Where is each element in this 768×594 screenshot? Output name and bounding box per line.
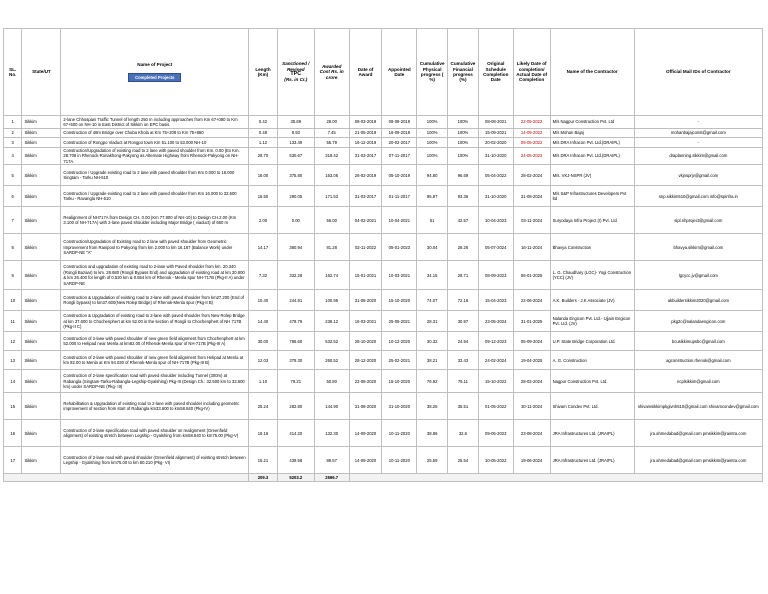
row-sl: 14 [4, 370, 22, 393]
row-project: Construction / Upgrade existing road to 2 lane with paved shoulder from Km 0.000 to 16.000 Singtam - Tarku NH-510 [61, 165, 249, 186]
row-award-date: 14-09-2020 [349, 420, 382, 447]
row-likely-date: 22-06-2024 [513, 290, 550, 311]
row-award-date: 31-08-2020 [349, 290, 382, 311]
row-original-date: 15-10-2022 [478, 370, 513, 393]
total-awarded: 2596.7 [314, 474, 349, 482]
row-appointed-date: 25-02-2021 [382, 351, 417, 370]
table-row [4, 351, 763, 370]
row-tpc: 0.00 [277, 207, 314, 234]
header-project [61, 29, 249, 116]
row-awarded: 7.45 [314, 129, 349, 138]
row-email: - [634, 138, 762, 148]
row-project: Rehabilitation & Upgradation of existing road to 2-lane with paved shoulder including geometric improvement of section from start of Rabangla km33.600 to km58.840 (Pkg-IV) [61, 393, 249, 420]
row-likely-date: 06-01-2025 [513, 261, 550, 290]
row-awarded: 163.06 [314, 165, 349, 186]
row-tpc: 290.05 [277, 186, 314, 207]
row-likely-date: 23-08-2024 [513, 420, 550, 447]
header-financial: Cumulative Financial progress (%) [448, 29, 479, 116]
row-tpc: 530.67 [277, 148, 314, 165]
row-physical: 30.04 [417, 234, 448, 261]
row-tpc: 439.58 [277, 447, 314, 474]
row-email: ncplsikkim@gmail.com [634, 370, 762, 393]
header-awarded: Awarded Cost Rs. in crore [314, 29, 349, 116]
totals-spacer [4, 474, 249, 482]
row-length: 10.40 [249, 290, 278, 311]
row-original-date: 09-12-2023 [478, 332, 513, 351]
row-financial: 100% [448, 129, 479, 138]
row-likely-date: 16-11-2024 [513, 234, 550, 261]
row-sl: 2 [4, 129, 22, 138]
header-award-date: Date of Award [349, 29, 382, 116]
row-financial: 100% [448, 138, 479, 148]
row-tpc: 133.49 [277, 138, 314, 148]
row-award-date: 28-12-2020 [349, 351, 382, 370]
row-financial: 32.6 [448, 420, 479, 447]
row-length: 7.32 [249, 261, 278, 290]
row-contractor: Suryodaya Infra Project (I) Pvt. Ltd [550, 207, 634, 234]
row-awarded: 81.28 [314, 234, 349, 261]
row-physical: 30.32 [417, 332, 448, 351]
row-project: Construction of 48m Bridge over Chuba Khola at Km 75+208 to Km 75+860 [61, 129, 249, 138]
row-physical: 38.21 [417, 351, 448, 370]
row-tpc: 8.93 [277, 129, 314, 138]
row-contractor: L. G. Chaudhary (LGC)- Yogi Construction (YCC) (JV) [550, 261, 634, 290]
row-awarded: 50.80 [314, 370, 349, 393]
row-tpc: 478.79 [277, 311, 314, 332]
row-project: Construction of 2-lane with paved shoulder of new green field alignment from Chochenphert at km 52.000 to Helipad near Menla at km82.00 of Rhenok-Menla spur of NH-717B (Pkg-III A) [61, 332, 249, 351]
table-row [4, 116, 763, 129]
header-original: Original Schedule Completion Date [478, 29, 513, 116]
row-project: 2-lane Chhospani Traffic Tunnel of length 250 m including approaches from Km 67+080 to Km 67+500 on NH-10 in East District of Sikkim on EPC basis. [61, 116, 249, 129]
row-appointed-date: 01-11-2017 [382, 186, 417, 207]
row-sl: 17 [4, 447, 22, 474]
row-award-date: 31-08-2020 [349, 393, 382, 420]
row-awarded: 236.12 [314, 311, 349, 332]
row-email: jra.ahmedabad@gmail.com pmsikkim@jraintra.com [634, 420, 762, 447]
header-email: Official Mail IDs of Contractor [634, 29, 762, 116]
row-original-date: 08-08-2021 [478, 116, 513, 129]
row-state: Sikkim [22, 148, 61, 165]
row-sl: 7 [4, 207, 22, 234]
row-financial: 42.57 [448, 207, 479, 234]
row-length: 28.70 [249, 148, 278, 165]
row-physical: 51 [417, 207, 448, 234]
row-length: 16.00 [249, 165, 278, 186]
row-tpc: 379.30 [277, 351, 314, 370]
row-financial: 93.36 [448, 186, 479, 207]
row-financial: 100% [448, 148, 479, 165]
row-contractor: Nagpur Construction Pvt. Ltd. [550, 370, 634, 393]
row-awarded: 56.00 [314, 207, 349, 234]
row-state: Sikkim [22, 129, 61, 138]
row-awarded: 144.90 [314, 393, 349, 420]
row-length: 16.50 [249, 186, 278, 207]
row-contractor: M/s S&P Infrastructures Developers Pvt ltd [550, 186, 634, 207]
row-likely-date: 31-01-2025 [513, 311, 550, 332]
row-sl: 13 [4, 351, 22, 370]
header-project-label: Name of Project [137, 61, 173, 67]
row-tpc: 244.91 [277, 290, 314, 311]
row-contractor: M/s Nagpur Construction Pvt. Ltd [550, 116, 634, 129]
row-financial: 35.51 [448, 393, 479, 420]
row-likely-date: 30-11-2024 [513, 393, 550, 420]
row-email: shivamsikkimpkgivnh510@gmail.com shivamcondev@gmail.com [634, 393, 762, 420]
header-row [4, 29, 763, 116]
row-award-date: 08-03-2019 [349, 116, 382, 129]
row-contractor: M/s Mohan Bajaj [550, 129, 634, 138]
projects-table [3, 28, 763, 482]
row-financial: 28.71 [448, 261, 479, 290]
header-contractor: Name of the Contractor [550, 29, 634, 116]
completed-projects-badge: Completed Projects [128, 73, 181, 82]
row-email: mohanbajajconst@gmail.com [634, 129, 762, 138]
row-sl: 15 [4, 393, 22, 420]
row-contractor: JRA Infrastructures Ltd. (JRAIPL) [550, 447, 634, 474]
row-appointed-date: 10-12-2020 [382, 332, 417, 351]
header-state: State/UT [22, 29, 61, 116]
table-body [4, 116, 763, 482]
row-award-date: 14-09-2020 [349, 447, 382, 474]
row-appointed-date: 25-05-2021 [382, 311, 417, 332]
row-original-date: 31-10-2020 [478, 186, 513, 207]
row-sl: 9 [4, 261, 22, 290]
table-row [4, 129, 763, 138]
row-original-date: 23-05-2024 [478, 311, 513, 332]
row-awarded: 532.52 [314, 332, 349, 351]
row-appointed-date: 15-10-2020 [382, 290, 417, 311]
row-length: 16.16 [249, 420, 278, 447]
row-email: bcusikkimupsbc@gmail.com [634, 332, 762, 351]
row-project: Realignment of NH717A from Design CH. 0.00 (Km 77.800 of NH-10) to Design CH.2.00 (Km 3.100 of NH-717A) with 2-lane paved shoulder including Major Bridge ( viaduct) of 660 m [61, 207, 249, 234]
row-length: 30.00 [249, 332, 278, 351]
row-award-date: 26-02-2019 [349, 165, 382, 186]
row-state: Sikkim [22, 138, 61, 148]
row-likely-date: 09-05-2022 [513, 138, 550, 148]
row-awarded: 55.79 [314, 138, 349, 148]
row-tpc: 375.80 [277, 165, 314, 186]
header-sl: SL. No. [4, 29, 22, 116]
table-row [4, 138, 763, 148]
row-original-date: 08-09-2023 [478, 261, 513, 290]
row-sl: 3 [4, 138, 22, 148]
row-appointed-date: 10-03-2021 [382, 261, 417, 290]
row-original-date: 05-04-2022 [478, 165, 513, 186]
row-email: lgcycc.jv@gmail.com [634, 261, 762, 290]
row-project: Construction and upgradation of existing road to 2-lane with Paved shoulder from km. 20.340 (Rongli Bazaar) to km. 28.680 (Rongli Bypass End) and upgradation of existing road at km 20.800 & km 26.400 for length of 0.520 km & 0.554 km of Rhenok - Menla spur NH-717B (Pkg-II A) under SARDP-NE [61, 261, 249, 290]
row-physical: 74.07 [417, 290, 448, 311]
row-contractor: Nalanda Engicon Pvt. Ltd.- Ujjain Engicon Pvt. Ltd. (JV) [550, 311, 634, 332]
table-row [4, 148, 763, 165]
row-likely-date: 22-05-2022 [513, 116, 550, 129]
row-length: 0.48 [249, 129, 278, 138]
row-awarded: 29.00 [314, 116, 349, 129]
row-state: Sikkim [22, 332, 61, 351]
total-length: 209.3 [249, 474, 278, 482]
row-appointed-date: 20-02-2017 [382, 138, 417, 148]
row-tpc: 332.28 [277, 261, 314, 290]
row-awarded: 132.30 [314, 420, 349, 447]
header-tpc-line2: TPC [290, 71, 302, 77]
row-award-date: 28-10-2020 [349, 332, 382, 351]
table-row [4, 290, 763, 311]
row-appointed-date: 08-08-2019 [382, 116, 417, 129]
header-tpc-line3: (Rs. in Cr.) [284, 77, 308, 83]
row-length: 14.17 [249, 234, 278, 261]
row-project: Construction & Upgradation of existing road to 2-lane with paved shoulder from New Rolep Bridge at km 37.600 to Chochenphert at km 52.00 in the section of Rongli to Chochenphert of NH 717B (Pkg-II C) [61, 311, 249, 332]
row-appointed-date: 05-01-2023 [382, 234, 417, 261]
row-project: Construction/Upgradation of existing road to 2 lane with paved shoulder from Km. 0.00 (Ex Km. 28.706 in Rhenock-Ronakhong-Pakyong as Alternate Highway from Rhenock-Pakyong on NH-717A. [61, 148, 249, 165]
row-state: Sikkim [22, 393, 61, 420]
row-contractor: Bhavya Construction [550, 234, 634, 261]
row-appointed-date: 16-09-2019 [382, 129, 417, 138]
row-email: sipl.nhproject@gmail.com [634, 207, 762, 234]
row-state: Sikkim [22, 370, 61, 393]
table-row [4, 186, 763, 207]
row-awarded: 162.74 [314, 261, 349, 290]
row-length: 14.40 [249, 311, 278, 332]
row-appointed-date: 07-11-2017 [382, 148, 417, 165]
row-contractor: U.P. State Bridge Corporation Ltd. [550, 332, 634, 351]
row-physical: 100% [417, 116, 448, 129]
row-physical: 38.86 [417, 420, 448, 447]
row-financial: 33.43 [448, 351, 479, 370]
row-tpc: 414.20 [277, 420, 314, 447]
row-tpc: 35.69 [277, 116, 314, 129]
table-row [4, 393, 763, 420]
row-project: Construction / Upgrade existing road to 2 lane with paved shoulder from Km 16.000 to 32.500 Tarku - Ravangla NH-510 [61, 186, 249, 207]
row-email: draplanning.sikkim@gmail.com [634, 148, 762, 165]
row-original-date: 24-02-2024 [478, 351, 513, 370]
row-contractor: JRA Infrastructures Ltd. (JRAIPL) [550, 420, 634, 447]
row-state: Sikkim [22, 165, 61, 186]
row-original-date: 05-07-2024 [478, 234, 513, 261]
row-financial: 30.97 [448, 311, 479, 332]
row-tpc: 786.60 [277, 332, 314, 351]
row-email: agconstruction.rhenok@gmail.com [634, 351, 762, 370]
row-likely-date: 31-08-2024 [513, 186, 550, 207]
row-likely-date: 24-05-2022 [513, 148, 550, 165]
row-physical: 38.25 [417, 393, 448, 420]
row-state: Sikkim [22, 261, 61, 290]
row-sl: 6 [4, 186, 22, 207]
row-project: Construction of Rongpo Viaduct at Rongpo town Km 51.100 to 53.000 NH-10 [61, 138, 249, 148]
row-original-date: 15-04-2023 [478, 290, 513, 311]
row-sl: 16 [4, 420, 22, 447]
row-project: Construction of 2-lane road with paved shoulder (Greenfield alignment) of existing stretch between Legship - Gyalshing from km75.00 to km 80.210 (Pkg- VI) [61, 447, 249, 474]
row-project: Construction/Upgradation of Existing road to 2 lane with paved shoulder from Geometric Improvement from Ranipool to Pakyong from km 2.000 to km 16.167 (Balance Work) under SARDP-NE "A" [61, 234, 249, 261]
header-physical: Cumulative Physical progress ( %) [417, 29, 448, 116]
table-row [4, 447, 763, 474]
row-physical: 100% [417, 138, 448, 148]
row-project: Construction of 2-lane specification road with paved shoulder including Tunnel (300m) at Rabangla (Singtam-Tarku-Rabangla-Legship-Gyalshing) Pkg-III (Design Ch.: 32.500 km to 33.600 km) under SARDP-NE (Pkg- III) [61, 370, 249, 393]
row-email: pkg2c@nalandaengicon.com [634, 311, 762, 332]
row-physical: 34.15 [417, 261, 448, 290]
row-contractor: A.K. Builders - J.K Associate (JV) [550, 290, 634, 311]
row-appointed-date: 05-10-2019 [382, 165, 417, 186]
header-tpc-line1: Sanctioned / Revised [282, 61, 310, 72]
row-length: 1.12 [249, 138, 278, 148]
row-appointed-date: 10-04-2021 [382, 207, 417, 234]
row-award-date: 31-03-2017 [349, 148, 382, 165]
row-likely-date: 05-09-2024 [513, 332, 550, 351]
row-awarded: 89.57 [314, 447, 349, 474]
row-physical: 28.31 [417, 311, 448, 332]
row-state: Sikkim [22, 186, 61, 207]
header-likely: Likely Date of completion/ Actual Date of Completion [513, 29, 550, 116]
row-original-date: 15-09-2021 [478, 129, 513, 138]
row-financial: 24.94 [448, 332, 479, 351]
row-appointed-date: 10-11-2020 [382, 447, 417, 474]
row-original-date: 31-10-2020 [478, 148, 513, 165]
row-physical: 100% [417, 129, 448, 138]
row-appointed-date: 10-11-2020 [382, 420, 417, 447]
row-sl: 11 [4, 311, 22, 332]
table-row [4, 261, 763, 290]
row-likely-date: 28-02-2024 [513, 370, 550, 393]
table-row [4, 332, 763, 351]
row-email: - [634, 116, 762, 129]
row-contractor: Shivam Condev Pvt. Ltd. [550, 393, 634, 420]
row-awarded: 260.52 [314, 351, 349, 370]
row-award-date: 22-08-2020 [349, 370, 382, 393]
header-appointed: Appointed Date [382, 29, 417, 116]
row-state: Sikkim [22, 447, 61, 474]
row-email: vkjnsprjv@gmail.com [634, 165, 762, 186]
row-award-date: 04-02-2021 [349, 207, 382, 234]
row-financial: 75.11 [448, 370, 479, 393]
row-likely-date: 14-09-2022 [513, 129, 550, 138]
row-length: 25.24 [249, 393, 278, 420]
row-state: Sikkim [22, 290, 61, 311]
row-physical: 94.80 [417, 165, 448, 186]
row-email: snp.sikkim510@gmail.com info@spinfra.in [634, 186, 762, 207]
row-original-date: 09-05-2023 [478, 420, 513, 447]
header-length: Length (Km) [249, 29, 278, 116]
table-row [4, 370, 763, 393]
row-sl: 12 [4, 332, 22, 351]
row-likely-date: 19-04-2025 [513, 351, 550, 370]
row-state: Sikkim [22, 207, 61, 234]
row-sl: 5 [4, 165, 22, 186]
row-original-date: 10-04-2023 [478, 207, 513, 234]
row-financial: 72.16 [448, 290, 479, 311]
row-contractor: M/s. VKJ-NSPR (JV) [550, 165, 634, 186]
table-row [4, 234, 763, 261]
row-tpc: 79.21 [277, 370, 314, 393]
row-physical: 95.97 [417, 186, 448, 207]
row-original-date: 01-05-2022 [478, 393, 513, 420]
table-row [4, 165, 763, 186]
table-row [4, 420, 763, 447]
row-financial: 25.54 [448, 447, 479, 474]
row-award-date: 15-01-2021 [349, 261, 382, 290]
row-email: akbuildersikkim2020@gmail.com [634, 290, 762, 311]
row-likely-date: 19-06-2024 [513, 447, 550, 474]
row-award-date: 31-03-2017 [349, 186, 382, 207]
row-length: 12.03 [249, 351, 278, 370]
row-appointed-date: 15-10-2020 [382, 370, 417, 393]
row-original-date: 20-02-2020 [478, 138, 513, 148]
row-contractor: A. G. Construction [550, 351, 634, 370]
row-awarded: 318.42 [314, 148, 349, 165]
row-appointed-date: 31-10-2020 [382, 393, 417, 420]
row-state: Sikkim [22, 420, 61, 447]
row-sl: 8 [4, 234, 22, 261]
row-award-date: 21-05-2019 [349, 129, 382, 138]
row-award-date: 02-11-2022 [349, 234, 382, 261]
row-state: Sikkim [22, 234, 61, 261]
row-sl: 10 [4, 290, 22, 311]
row-project: Construction of 2-lane specification road with paved shoulder on realignment (Greenfield alignment) of existing stretch between Legship - Gyalshing from km58.840 to km75.00 (Pkg-V) [61, 420, 249, 447]
total-tpc: 5203.2 [277, 474, 314, 482]
row-state: Sikkim [22, 311, 61, 332]
row-email: bhavya.sikkim@gmail.com [634, 234, 762, 261]
row-sl: 4 [4, 148, 22, 165]
header-tpc [277, 29, 314, 116]
totals-trailing [349, 474, 762, 482]
row-physical: 25.59 [417, 447, 448, 474]
row-project: Construction & Upgradation of existing road to 2-lane with paved shoulder from km27.200 (End of Rongli bypass) to km37.600(New Rolep Bridge) of Rhenok-Menla spur (Pkg-II B) [61, 290, 249, 311]
row-length: 1.10 [249, 370, 278, 393]
table-row [4, 207, 763, 234]
table-row [4, 311, 763, 332]
row-length: 15.21 [249, 447, 278, 474]
row-financial: 96.59 [448, 165, 479, 186]
row-length: 2.00 [249, 207, 278, 234]
row-contractor: M/s DRA Infracon Pvt. Ltd.(DRAIPL) [550, 148, 634, 165]
row-likely-date: 03-11-2024 [513, 207, 550, 234]
row-tpc: 282.80 [277, 393, 314, 420]
row-award-date: 16-03-2021 [349, 311, 382, 332]
row-email: jra.ahmedabad@gmail.com pmsikkim@jraintra.com [634, 447, 762, 474]
row-contractor: M/s DRA Infracon Pvt. Ltd.(DRAIPL) [550, 138, 634, 148]
totals-row [4, 474, 763, 482]
row-state: Sikkim [22, 351, 61, 370]
row-sl: 1 [4, 116, 22, 129]
row-tpc: 380.94 [277, 234, 314, 261]
row-physical: 100% [417, 148, 448, 165]
row-project: Construction of 2-lane with paved shoulder of new green field alignment from Helipad at Menla at km 82.00 to Menla at Km 94.030 of Rhenok-Menla spur of NH-717B (Pkg-III B) [61, 351, 249, 370]
row-state: Sikkim [22, 116, 61, 129]
row-length: 0.42 [249, 116, 278, 129]
row-likely-date: 28-02-2024 [513, 165, 550, 186]
row-original-date: 10-05-2022 [478, 447, 513, 474]
row-awarded: 171.53 [314, 186, 349, 207]
row-awarded: 100.95 [314, 290, 349, 311]
row-financial: 28.26 [448, 234, 479, 261]
row-physical: 76.92 [417, 370, 448, 393]
row-award-date: 16-12-2019 [349, 138, 382, 148]
row-financial: 100% [448, 116, 479, 129]
